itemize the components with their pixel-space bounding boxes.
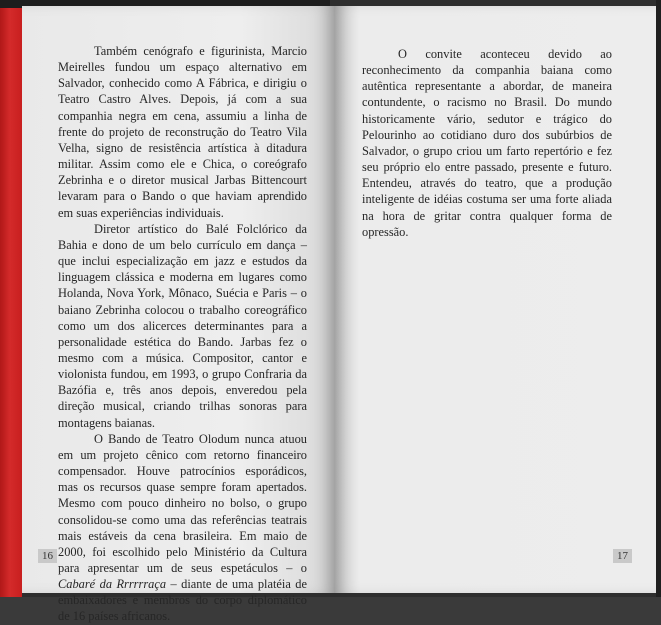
right-dark-edge [656,0,661,597]
right-page-text [362,46,612,240]
paragraph-2: Diretor artístico do Balé Folclórico da Bahia e dono de um belo currículo em dança – que inclui especialização em jazz e estudos da linguagem clássica e moderna em lugares como Holanda, Nova York, Mônaco, Suécia e Paris – o baiano Zebrinha colocou o trabalho coreográfico como um dos alicerces determinantes para a personalidade estética do Bando. Jarbas fez o mesmo com a música. Compositor, cantor e violonista fundou, em 1993, o grupo Confraria da Bazófia e, três anos depois, enveredou pela direção musical, criando trilhas sonoras para montagens baianas. [58,221,307,430]
right-page [334,6,656,593]
paragraph-1: Também cenógrafo e figurinista, Marcio Meirelles fundou um espaço alternativo em Salvador, conhecido como A Fábrica, e dirigiu o Teatro Castro Alves. Depois, já com a sua companhia negra em cena, assumiu a linha de frente do projeto de reconstrução do Teatro Vila Velha, signo de resistência artística à ditadura militar. Assim como ele e Chica, o coreógrafo Zebrinha e o diretor musical Jarbas Bittencourt levaram para o Bando o que haviam aprendido em suas experiências individuais. [58,44,307,220]
play-title: Cabaré da Rrrrrraça [58,577,167,592]
page-number-right: 17 [613,549,632,563]
paragraph-3-start: O Bando de Teatro Olodum nunca atuou em um projeto cênico com retorno financeiro compensador. Houve patrocínios esporádicos, mas os recursos quase sempre foram apertados. Mesmo com pouco dinheiro no bolso, o grupo consolidou-se como uma das referências teatrais mais estáveis da cena brasileira. Em maio de 2000, foi escolhido pelo Ministério da Cultura para apresentar um de seus espetáculos – o [58,431,307,575]
paragraph-3-end: – diante de uma platéia de embaixadores e membros do corpo diplomático de 16 países africanos. [58,577,307,624]
left-page [22,6,334,624]
paragraph-4: O convite aconteceu devido ao reconhecimento da companhia baiana como autêntica representante a abordar, de maneira contundente, o racismo no Brasil. Do mundo historicamente vário, sedutor e trágico do Pelourinho ao cotidiano duro dos subúrbios de Salvador, o grupo criou um farto repertório e fez seu próprio elo entre passado, presente e futuro. Entendeu, através do teatro, que a produção inteligente de idéias costuma ser uma forte aliada na hora de gritar contra qualquer forma de opressão. [362,47,612,239]
paragraph-3 [58,431,307,625]
red-cover-edge [0,0,22,597]
left-page-text [58,43,307,625]
page-number-left: 16 [38,549,57,563]
